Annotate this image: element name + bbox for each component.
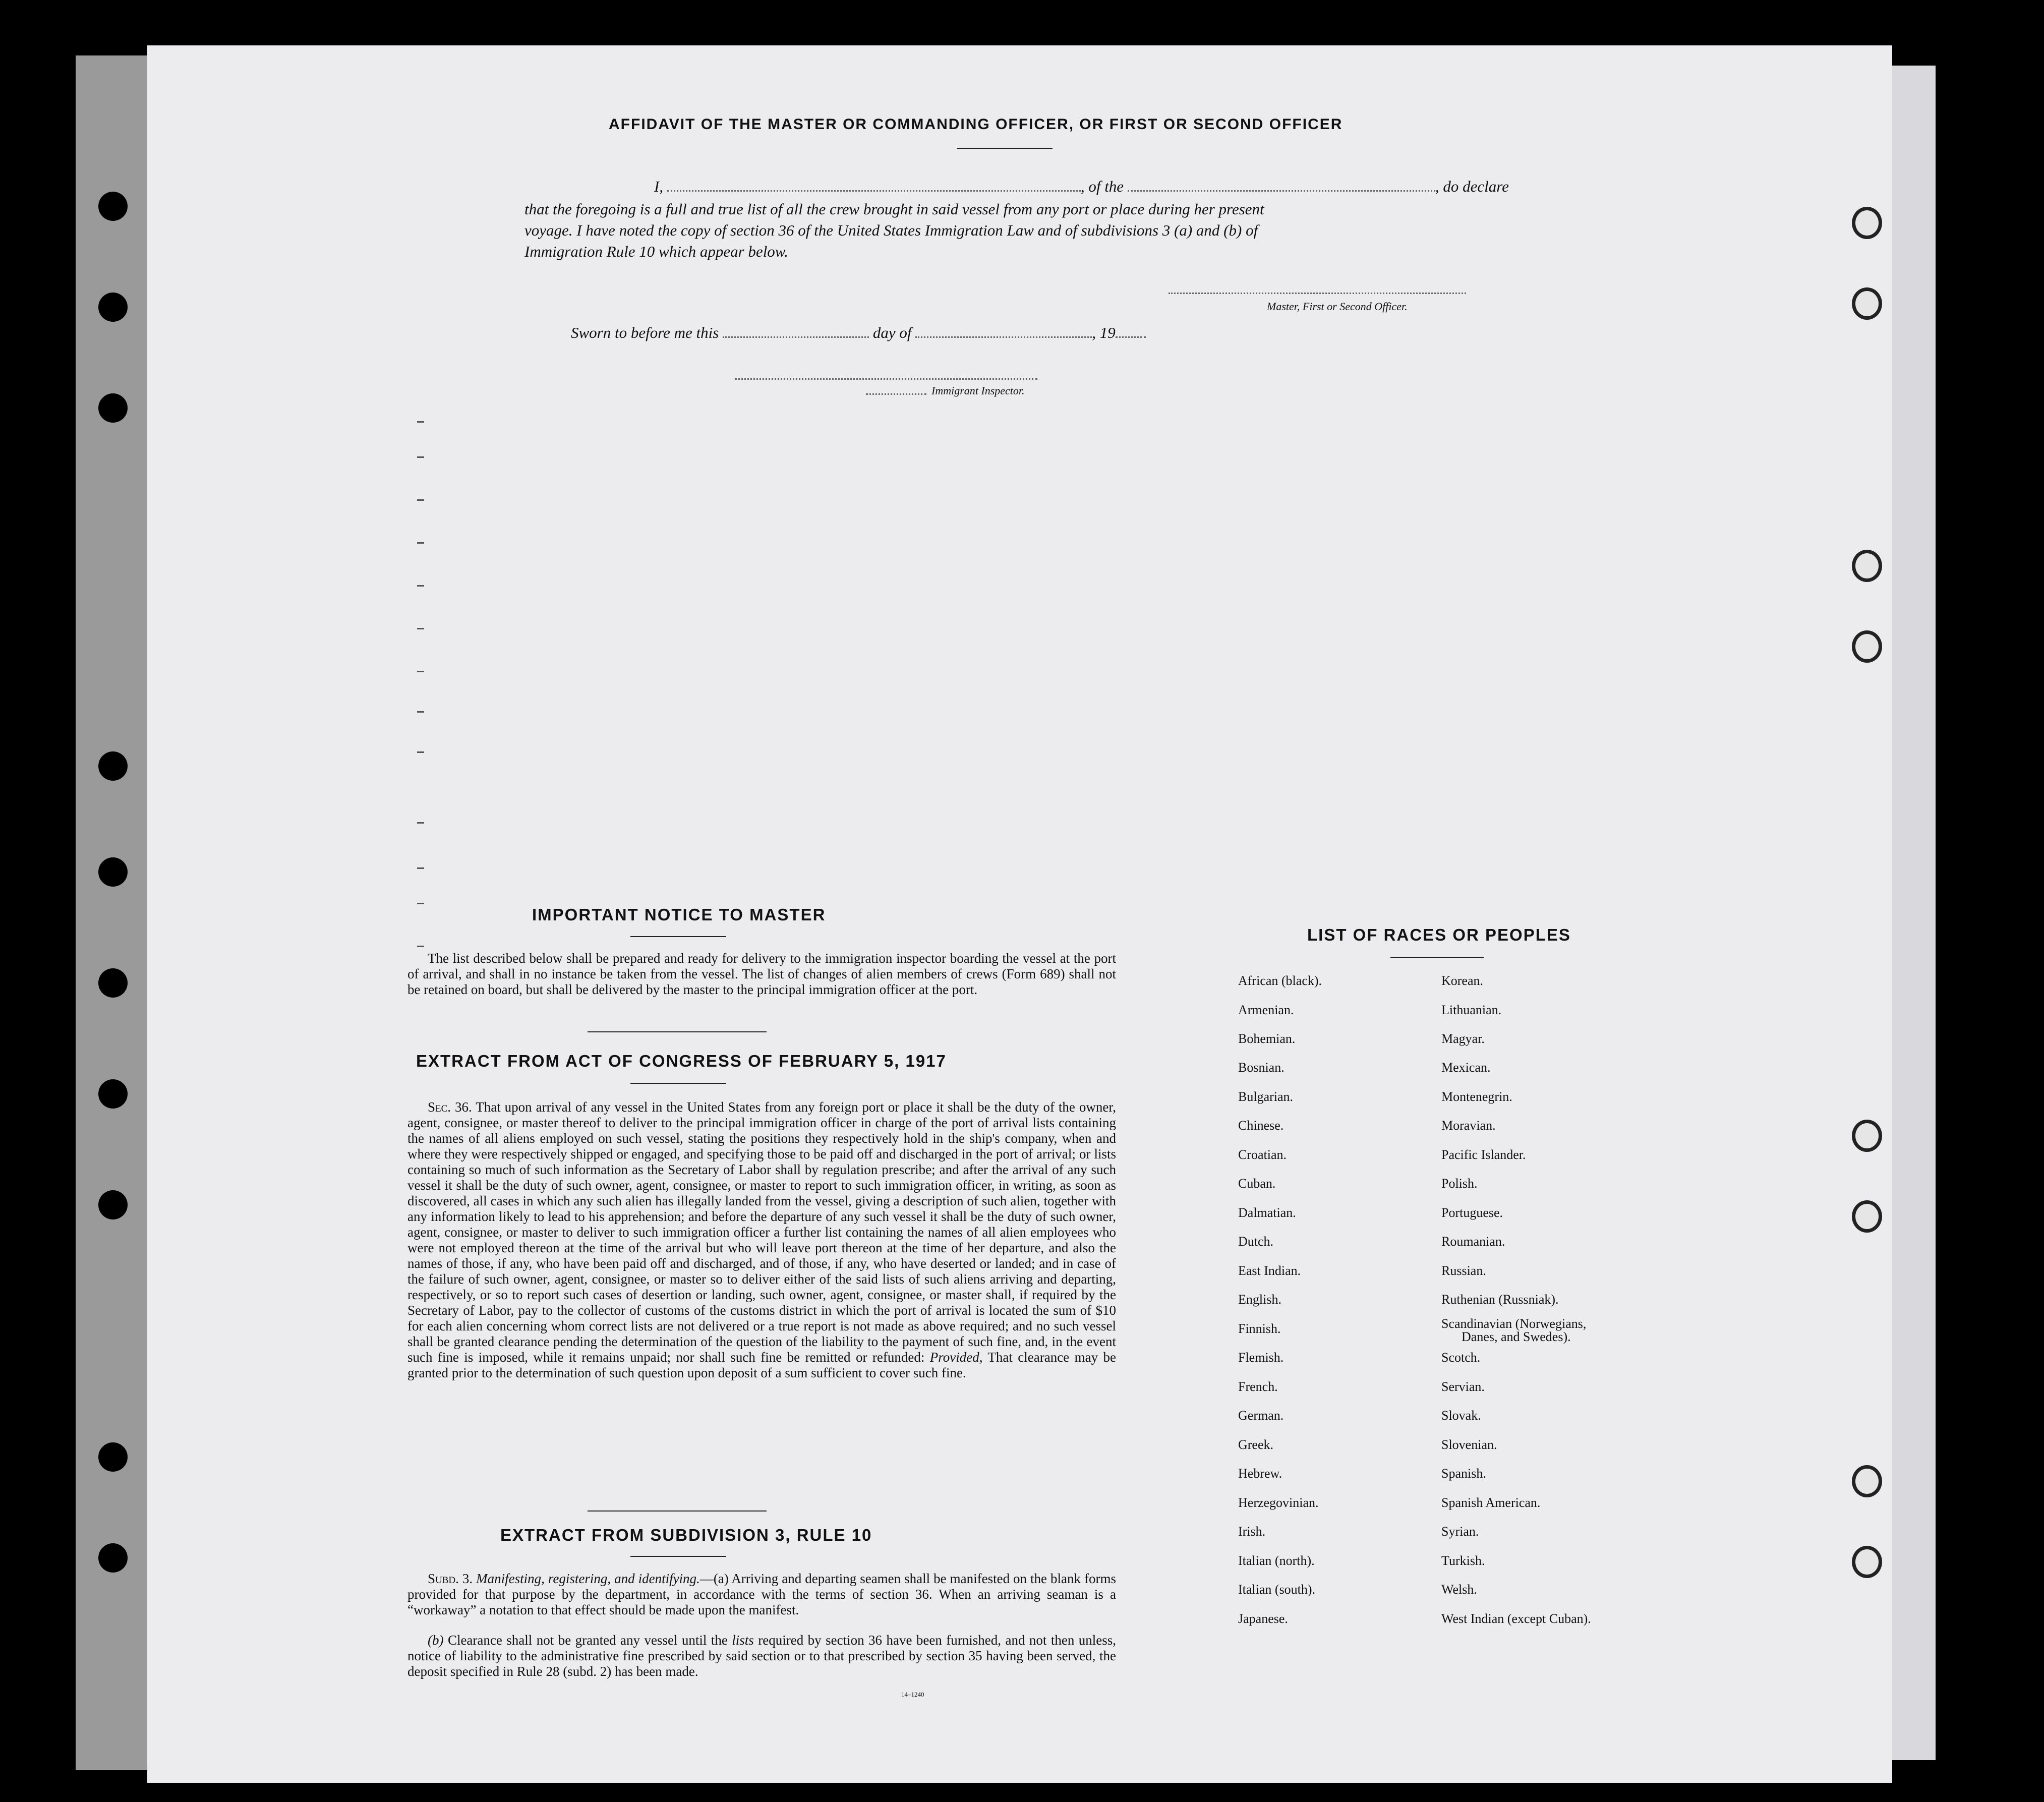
race-item: Dalmatian. — [1238, 1205, 1296, 1220]
para-b-label: (b) — [428, 1633, 444, 1648]
declare-label: , do declare — [1435, 178, 1509, 195]
race-item: Cuban. — [1238, 1176, 1276, 1191]
race-item: Russian. — [1441, 1263, 1486, 1278]
race-item: Servian. — [1441, 1379, 1485, 1394]
affidavit-line-3: voyage. I have noted the copy of section 36 of the United States Immigration Law and of subdivisions 3 (a) and (b) of — [524, 221, 1258, 239]
margin-mark — [417, 711, 424, 713]
sworn-line — [571, 324, 1146, 342]
margin-mark — [417, 671, 424, 672]
punch-hole — [98, 857, 128, 887]
race-item: German. — [1238, 1408, 1284, 1423]
race-item: Portuguese. — [1441, 1205, 1503, 1220]
race-item: Chinese. — [1238, 1118, 1284, 1133]
margin-mark — [417, 499, 424, 501]
lists-word: lists — [732, 1633, 754, 1648]
race-item: Spanish American. — [1441, 1495, 1541, 1510]
margin-mark — [417, 456, 424, 458]
binder-ring-hole — [1852, 1200, 1882, 1233]
race-item: Dutch. — [1238, 1234, 1274, 1249]
divider — [630, 1556, 726, 1557]
race-item: Slovenian. — [1441, 1437, 1497, 1452]
name-blank — [667, 190, 1081, 192]
sworn-month-blank — [915, 336, 1092, 338]
vessel-blank — [1128, 190, 1435, 192]
affidavit-line-4: Immigration Rule 10 which appear below. — [524, 243, 788, 260]
affidavit-line-2: that the foregoing is a full and true list of all the crew brought in said vessel from any port or place during her present — [524, 200, 1264, 218]
divider — [588, 1031, 767, 1032]
signature-label: Master, First or Second Officer. — [1267, 300, 1408, 313]
races-title: LIST OF RACES OR PEOPLES — [1307, 925, 1571, 944]
race-item: African (black). — [1238, 973, 1322, 988]
punch-hole — [98, 393, 128, 423]
race-item: Hebrew. — [1238, 1466, 1282, 1481]
race-item: Bosnian. — [1238, 1060, 1284, 1075]
para-a-label: —(a) — [699, 1571, 729, 1586]
race-item: Herzegovinian. — [1238, 1495, 1319, 1510]
binder-ring-hole — [1852, 1465, 1882, 1497]
race-item: Turkish. — [1441, 1553, 1485, 1568]
race-item: Finnish. — [1238, 1321, 1281, 1336]
inspector-dots — [866, 393, 926, 395]
race-item: Syrian. — [1441, 1524, 1479, 1539]
race-item: Italian (south). — [1238, 1582, 1316, 1597]
race-item: Armenian. — [1238, 1003, 1294, 1017]
margin-mark — [417, 946, 424, 947]
binder-ring-hole — [1852, 1120, 1882, 1152]
year-label: , 19 — [1092, 324, 1116, 341]
para-b-text-end: required by section 36 have been furnished, and not then unless, notice of liability to the administrative fine prescribed by said section or to that prescribed by section 35 having been served, the deposit specified in Rule 28 (subd. 2) has been made. — [407, 1633, 1117, 1679]
form-number: 14–1240 — [901, 1691, 924, 1698]
act-text — [407, 1099, 1116, 1381]
divider — [630, 936, 726, 937]
race-item: Montenegrin. — [1441, 1089, 1512, 1104]
subd-heading: Manifesting, registering, and identifying. — [476, 1571, 700, 1586]
sec-label: Sec. 36. — [428, 1099, 472, 1115]
race-item: Polish. — [1441, 1176, 1478, 1191]
margin-mark — [417, 822, 424, 824]
race-item: Welsh. — [1441, 1582, 1477, 1597]
of-the-label: , of the — [1080, 178, 1124, 195]
binder-ring-hole — [1852, 207, 1882, 239]
race-item: Scotch. — [1441, 1350, 1481, 1365]
race-item: Moravian. — [1441, 1118, 1496, 1133]
inspector-label: Immigrant Inspector. — [931, 384, 1025, 397]
binder-ring-hole — [1852, 287, 1882, 320]
race-item: English. — [1238, 1292, 1281, 1307]
provided-label: Provided, — [929, 1350, 983, 1365]
binder-ring-hole — [1852, 630, 1882, 663]
race-item: Bohemian. — [1238, 1031, 1296, 1046]
subd-label: Subd. 3. — [428, 1571, 473, 1586]
year-blank — [1116, 336, 1146, 338]
sworn-label: Sworn to before me this — [571, 324, 719, 341]
race-item: West Indian (except Cuban). — [1441, 1611, 1591, 1626]
divider — [630, 1083, 726, 1084]
punch-hole — [98, 751, 128, 781]
punch-hole — [98, 293, 128, 322]
race-item: East Indian. — [1238, 1263, 1301, 1278]
margin-mark — [417, 421, 424, 423]
race-item: French. — [1238, 1379, 1278, 1394]
para-a-text: Arriving and departing seamen shall be manifested on the blank forms provided for that purpose by the department, in accordance with the terms of section 36. When an arriving seaman is a “workaway” a notation to that effect should be made upon the manifest. — [407, 1571, 1116, 1617]
margin-mark — [417, 751, 424, 753]
race-item: Italian (north). — [1238, 1553, 1315, 1568]
race-item: Ruthenian (Russniak). — [1441, 1292, 1559, 1307]
rule-para-a — [407, 1571, 1116, 1618]
race-item-continued: Danes, and Swedes). — [1462, 1329, 1571, 1344]
race-item: Slovak. — [1441, 1408, 1481, 1423]
margin-mark — [417, 867, 424, 869]
punch-hole — [98, 1442, 128, 1472]
race-item: Flemish. — [1238, 1350, 1284, 1365]
document-page — [147, 45, 1892, 1783]
race-item: Greek. — [1238, 1437, 1274, 1452]
margin-mark — [417, 542, 424, 544]
margin-mark — [417, 585, 424, 587]
divider — [588, 1510, 767, 1512]
race-item: Korean. — [1441, 973, 1484, 988]
affidavit-line-1 — [654, 178, 1509, 196]
race-item: Lithuanian. — [1441, 1003, 1502, 1017]
punch-hole — [98, 1190, 128, 1219]
affidavit-title: AFFIDAVIT OF THE MASTER OR COMMANDING OFFICER, OR FIRST OR SECOND OFFICER — [609, 116, 1343, 133]
act-title: EXTRACT FROM ACT OF CONGRESS OF FEBRUARY 5, 1917 — [416, 1052, 947, 1070]
race-item: Spanish. — [1441, 1466, 1486, 1481]
act-body-end: That clearance may be granted prior to the determination of such question upon deposit of a sum sufficient to cover such fine. — [407, 1350, 1117, 1380]
punch-hole — [98, 1543, 128, 1573]
race-item: Magyar. — [1441, 1031, 1485, 1046]
binder-ring-hole — [1852, 550, 1882, 582]
race-item: Irish. — [1238, 1524, 1266, 1539]
binder-ring-hole — [1852, 1546, 1882, 1578]
page-edge — [1886, 66, 1936, 1760]
inspector-line — [735, 378, 1037, 380]
para-b-text: Clearance shall not be granted any vessel until the — [447, 1633, 728, 1648]
rule-title: EXTRACT FROM SUBDIVISION 3, RULE 10 — [500, 1526, 872, 1544]
race-item: Mexican. — [1441, 1060, 1491, 1075]
notice-text: The list described below shall be prepared and ready for delivery to the immigration inspector boarding the vessel at the port of arrival, and shall in no instance be taken from the vessel. The list of changes of alien members of crews (Form 689) shall not be retained on board, but shall be delivered by the master to the principal immigration officer at the port. — [407, 951, 1116, 997]
day-of-label: day of — [872, 324, 912, 341]
race-item: Pacific Islander. — [1441, 1147, 1526, 1162]
margin-mark — [417, 628, 424, 629]
race-item: Croatian. — [1238, 1147, 1287, 1162]
signature-line — [1169, 293, 1466, 294]
margin-mark — [417, 903, 424, 904]
i-label: I, — [654, 178, 664, 195]
race-item: Bulgarian. — [1238, 1089, 1294, 1104]
rule-para-b — [407, 1633, 1116, 1679]
race-item: Scandinavian (Norwegians, — [1441, 1316, 1587, 1331]
divider — [957, 148, 1053, 149]
race-item: Japanese. — [1238, 1611, 1288, 1626]
race-item: Roumanian. — [1441, 1234, 1505, 1249]
punch-hole — [98, 968, 128, 998]
punch-hole — [98, 1079, 128, 1109]
sworn-day-blank — [723, 336, 869, 338]
divider — [1390, 957, 1484, 958]
punch-hole — [98, 192, 128, 221]
notice-title: IMPORTANT NOTICE TO MASTER — [532, 905, 826, 924]
act-body: That upon arrival of any vessel in the United States from any foreign port or place it shall be the duty of the owner, agent, consignee, or master thereof to deliver to the principal immigration officer in charge of the port of arrival lists containing the names of all aliens employed on such vessel, stating the positions they respectively hold in the ship's company, when and where they were respectively shipped or engaged, and specifying those to be paid off and discharged in the port of arrival; or lists containing so much of such information as the Secretary of Labor shall by regulation prescribe; and after the arrival of any such vessel it shall be the duty of such owner, agent, consignee, or master to report to such immigration officer, in writing, as soon as discovered, all cases in which any such alien has illegally landed from the vessel, giving a description of such alien, together with any information likely to lead to his apprehension; and before the departure of any such vessel it shall be the duty of such owner, agent, consignee, or master to deliver to such immigration officer a further list containing the names of all alien employees who were not employed thereon at the time of the arrival but who will leave port thereon at the time of her departure, and also the names of those, if any, who have been paid off and discharged, and of those, if any, who have deserted or landed; and in case of the failure of such owner, agent, consignee, or master so to deliver either of the said lists of such aliens arriving and departing, respectively, or so to report such cases of desertion or landing, such owner, agent, consignee, or master shall, if required by the Secretary of Labor, pay to the collector of customs of the customs district in which the port of arrival is located the sum of $10 for each alien concerning whom correct lists are not delivered or a true report is not made as above required; and no such vessel shall be granted clearance pending the determination of the question of the liability to the payment of such fine, and, in the event such fine is imposed, while it remains unpaid; nor shall such fine be remitted or refunded: — [407, 1099, 1116, 1365]
